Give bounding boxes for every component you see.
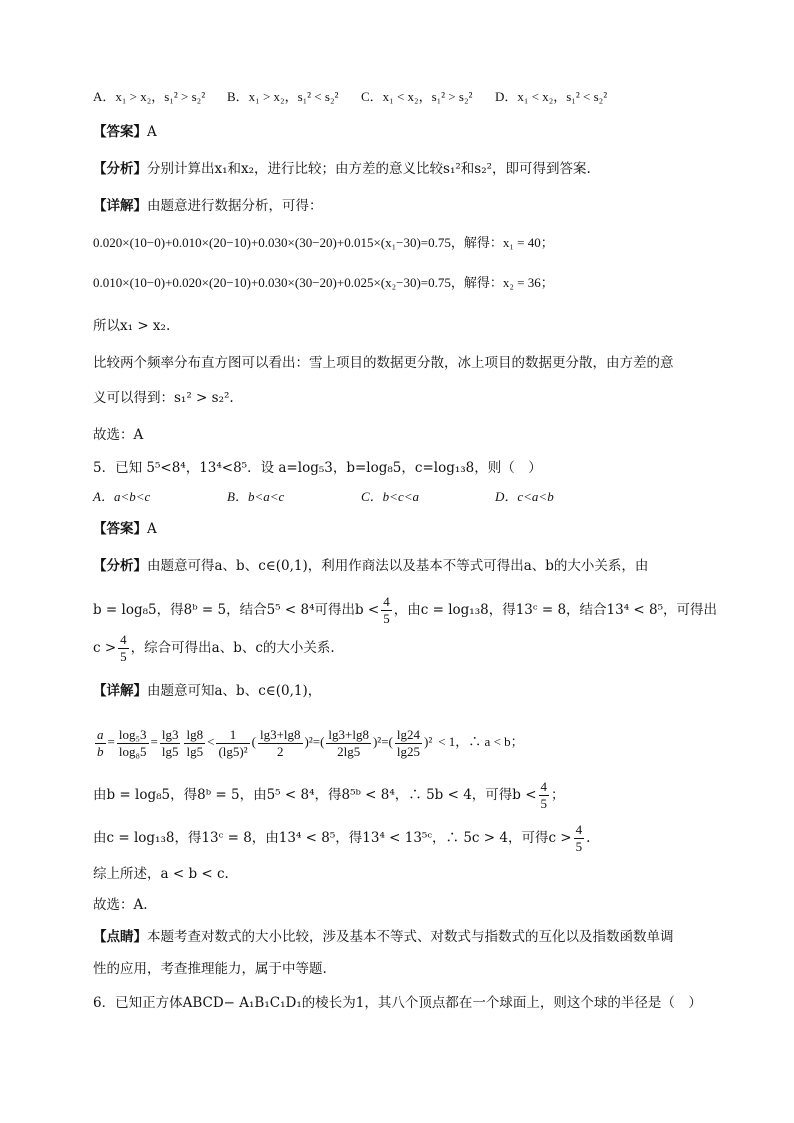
q4-detail-intro: 【详解】由题意进行数据分析，可得： [93,198,323,214]
q4-compare-1: 比较两个频率分布直方图可以看出：雪上项目的数据更分散，冰上项目的数据更分散，由方差的意 [93,355,674,371]
q4-option-d: D．x₁ < x₂，s₁² < s₂² [495,89,608,104]
fraction: $\frac{\lg 24}{\lg 25}$ [396,726,420,759]
q4-answer: 【答案】A [93,124,157,140]
fraction: $\frac{\lg 8}{\lg 5}$ [186,726,204,759]
q6-stem: 6．已知正方体ABCD− A₁B₁C₁D₁的棱长为1，其八个顶点都在一个球面上，则这个球的半径是（ ） [93,995,702,1011]
q5-option-c: C．b<c<a [361,489,419,504]
q5-analysis-2: b = log₈5，得8ᵇ = 5，结合5⁵ < 8⁴可得出b < $\frac{4}{5}$ ，由c = log₁₃8，得13ᶜ = 8，结合13⁴ < 8⁵，可得出 [93,594,718,626]
q4-equation-1: 0.020×(10−0)+0.010×(20−10)+0.030×(30−20)+0.015×(x₁−30)=0.75，解得：x₁ = 40； [93,235,554,250]
fraction: $\frac{\text{log₅3}}{\text{log₈5}}$ [118,726,147,759]
q5-option-a: A．a<b<c [93,489,151,504]
fraction: $\frac{\lg 3+\lg 8}{2\lg 5}$ [328,726,369,759]
fraction: $\frac{4}{5}$ [120,632,127,664]
q5-conclude: 综上所述，a < b < c. [93,866,229,882]
q4-so: 所以x₁ > x₂. [93,318,171,334]
fraction: $\frac{4}{5}$ [540,779,548,811]
q4-options [93,88,629,106]
q4-choose: 故选：A [93,427,144,443]
q5-option-d: D．c<a<b [495,489,554,504]
q5-stem: 5．已知 5⁵<8⁴，13⁴<8⁵．设 a=log₅3，b=log₈5，c=log₁₃8，则（ ） [93,460,542,476]
q5-detail-b: 由b = log₈5，得8ᵇ = 5，由5⁵ < 8⁴，得8⁵ᵇ < 8⁴，∴ 5b < 4，可得b < $\frac{4}{5}$ ； [93,779,565,811]
fraction: $\frac{4}{5}$ [383,594,390,626]
q4-analysis: 【分析】分别计算出x₁和x₂，进行比较；由方差的意义比较s₁²和s₂²，即可得到答案. [93,161,591,177]
q5-ratio-equation: $\frac{a}{b}$ = $\frac{\text{log₅3}}{\text{log₈5}}$ = $\frac{\lg 3}{\lg 5}$ $\frac{\lg 8}{\lg 5}$ < $\frac{1}{\text{(lg5)²}}$ ( $\frac{\lg 3+\lg 8}{2}$ )²=( $\frac{\lg 3+\lg 8}{2\lg 5}$ )²=( $\frac{\lg 24}{\lg 25}$ )² < 1，∴ a < b； [97,726,524,759]
q4-option-a: A．x₁ > x₂，s₁² > s₂² [93,89,206,104]
q5-detail-1: 【详解】由题意可知a、b、c∈(0,1)， [93,683,322,699]
q5-comment-1: 【点睛】本题考查对数式的大小比较，涉及基本不等式、对数式与指数式的互化以及指数函数单调 [93,929,674,945]
q5-comment-2: 性的应用，考查推理能力，属于中等题. [93,961,327,977]
q5-choose: 故选：A. [93,897,148,913]
q5-options [93,488,629,506]
fraction: $\frac{a}{b}$ [97,726,104,759]
q5-option-b: B．b<a<c [227,489,285,504]
q4-option-c: C．x₁ < x₂，s₁² > s₂² [361,89,473,104]
q4-option-b: B．x₁ > x₂，s₁² < s₂² [227,89,339,104]
q5-analysis-1: 【分析】由题意可得a、b、c∈(0,1)，利用作商法以及基本不等式可得出a、b的大小关系，由 [93,558,649,574]
q5-detail-c: 由c = log₁₃8，得13ᶜ = 8，由13⁴ < 8⁵，得13⁴ < 13⁵ᶜ，∴ 5c > 4，可得c > $\frac{4}{5}$ . [93,822,591,854]
fraction: $\frac{4}{5}$ [575,822,583,854]
q4-compare-2: 义可以得到：s₁² > s₂². [93,390,234,406]
q5-answer: 【答案】A [93,521,157,537]
fraction: $\frac{\lg 3+\lg 8}{2}$ [259,726,301,759]
fraction: $\frac{1}{\text{(lg5)²}}$ [218,726,248,759]
q5-analysis-3: c > $\frac{4}{5}$ ，综合可得出a、b、c的大小关系. [93,632,335,664]
fraction: $\frac{\lg 3}{\lg 5}$ [161,726,179,759]
q4-equation-2: 0.010×(10−0)+0.020×(20−10)+0.030×(30−20)+0.025×(x₂−30)=0.75，解得：x₂ = 36； [93,275,554,290]
